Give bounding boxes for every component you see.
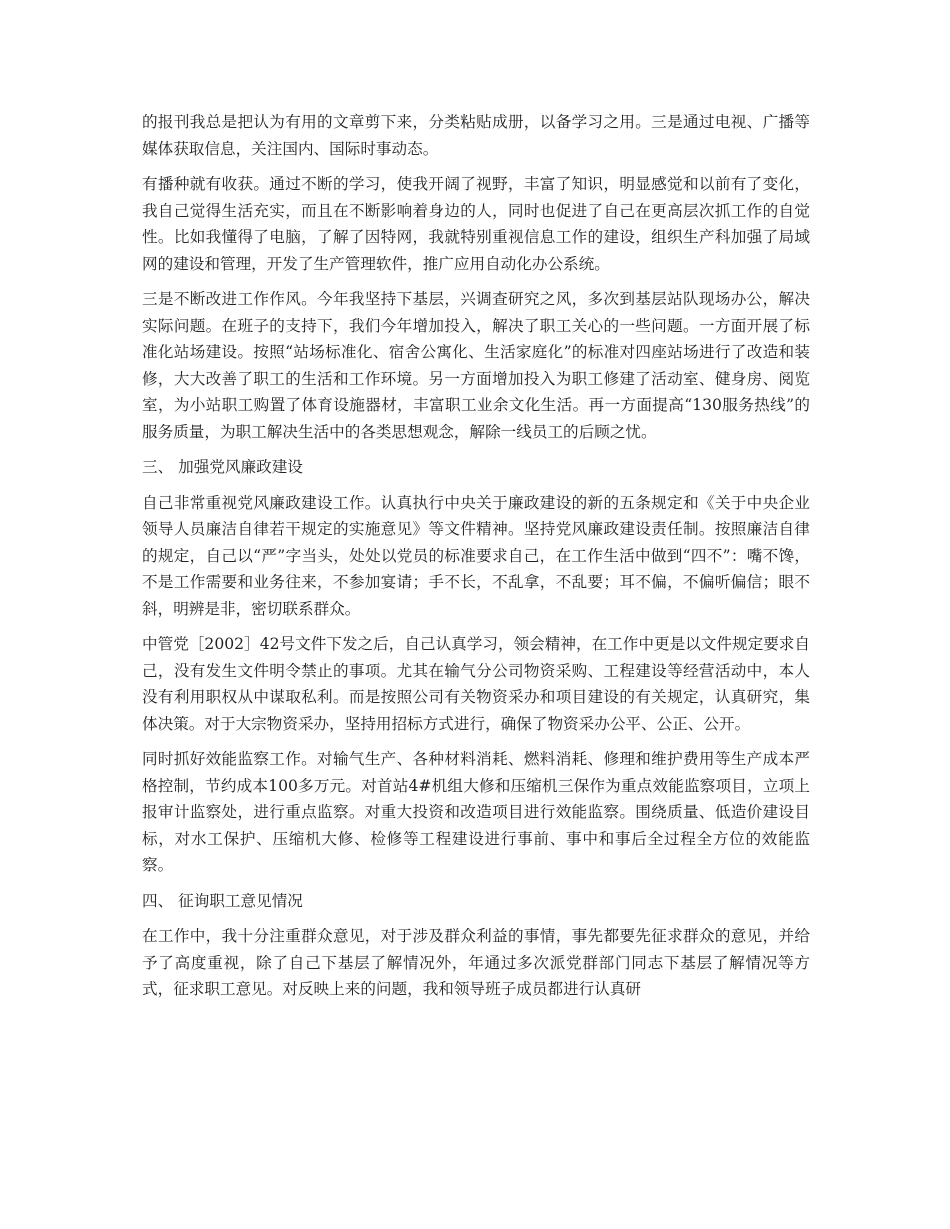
paragraph-integrity-work: 自己非常重视党风廉政建设工作。认真执行中央关于廉政建设的新的五条规定和《关于中央企业领导人员廉洁自律若干规定的实施意见》等文件精神。坚持党风廉政建设责任制。按照廉洁自律的规定，自己以“严”字当头，处处以党员的标准要求自己，在工作生活中做到“四不”：嘴不馋，不是工作需要和业务往来，不参加宴请；手不长，不乱拿，不乱要；耳不偏，不偏听偏信；眼不斜，明辨是非，密切联系群众。 — [142, 493, 810, 618]
paragraph-work-style: 三是不断改进工作作风。今年我坚持下基层，兴调查研究之风，多次到基层站队现场办公，解决实际问题。在班子的支持下，我们今年增加投入，解决了职工关心的一些问题。一方面开展了标准化站场建设。按照“站场标准化、宿舍公寓化、生活家庭化”的标准对四座站场进行了改造和装修，大大改善了职工的生活和工作环境。另一方面增加投入为职工修建了活动室、健身房、阅览室，为小站职工购置了体育设施器材，丰富职工业余文化生活。再一方面提高“130服务热线”的服务质量，为职工解决生活中的各类思想观念，解除一线员工的后顾之忧。 — [142, 290, 810, 441]
paragraph-staff-opinions: 在工作中，我十分注重群众意见，对于涉及群众利益的事情，事先都要先征求群众的意见，并给予了高度重视，除了自己下基层了解情况外，年通过多次派党群部门同志下基层了解情况等方式，征求职工意见。对反映上来的问题，我和领导班子成员都进行认真研 — [142, 927, 810, 998]
document-body — [142, 109, 810, 1012]
section-heading-integrity: 三、 加强党风廉政建设 — [142, 458, 303, 476]
paragraph-document-42: 中管党［2002］42号文件下发之后，自己认真学习，领会精神，在工作中更是以文件规定要求自己，没有发生文件明令禁止的事项。尤其在输气分公司物资采购、工程建设等经营活动中，本人没有利用职权从中谋取私利。而是按照公司有关物资采办和项目建设的有关规定，认真研究，集体决策。对于大宗物资采办，坚持用招标方式进行，确保了物资采办公平、公正、公开。 — [142, 635, 810, 733]
section-heading-staff-opinions: 四、 征询职工意见情况 — [142, 891, 303, 910]
paragraph-study-materials: 的报刊我总是把认为有用的文章剪下来，分类粘贴成册，以备学习之用。三是通过电视、广播等媒体获取信息，关注国内、国际时事动态。 — [142, 113, 810, 158]
paragraph-learning-results: 有播种就有收获。通过不断的学习，使我开阔了视野，丰富了知识，明显感觉和以前有了变化，我自己觉得生活充实，而且在不断影响着身边的人，同时也促进了自己在更高层次抓工作的自觉性。比如我懂得了电脑，了解了因特网，我就特别重视信息工作的建设，组织生产科加强了局域网的建设和管理，开发了生产管理软件，推广应用自动化办公系统。 — [142, 175, 810, 273]
paragraph-efficiency-supervision: 同时抓好效能监察工作。对输气生产、各种材料消耗、燃料消耗、修理和维护费用等生产成本严格控制，节约成本100多万元。对首站4#机组大修和压缩机三保作为重点效能监察项目，立项上报审计监察处，进行重点监察。对重大投资和改造项目进行效能监察。围绕质量、低造价建设目标，对水工保护、压缩机大修、检修等工程建设进行事前、事中和事后全过程全方位的效能监察。 — [142, 750, 810, 874]
